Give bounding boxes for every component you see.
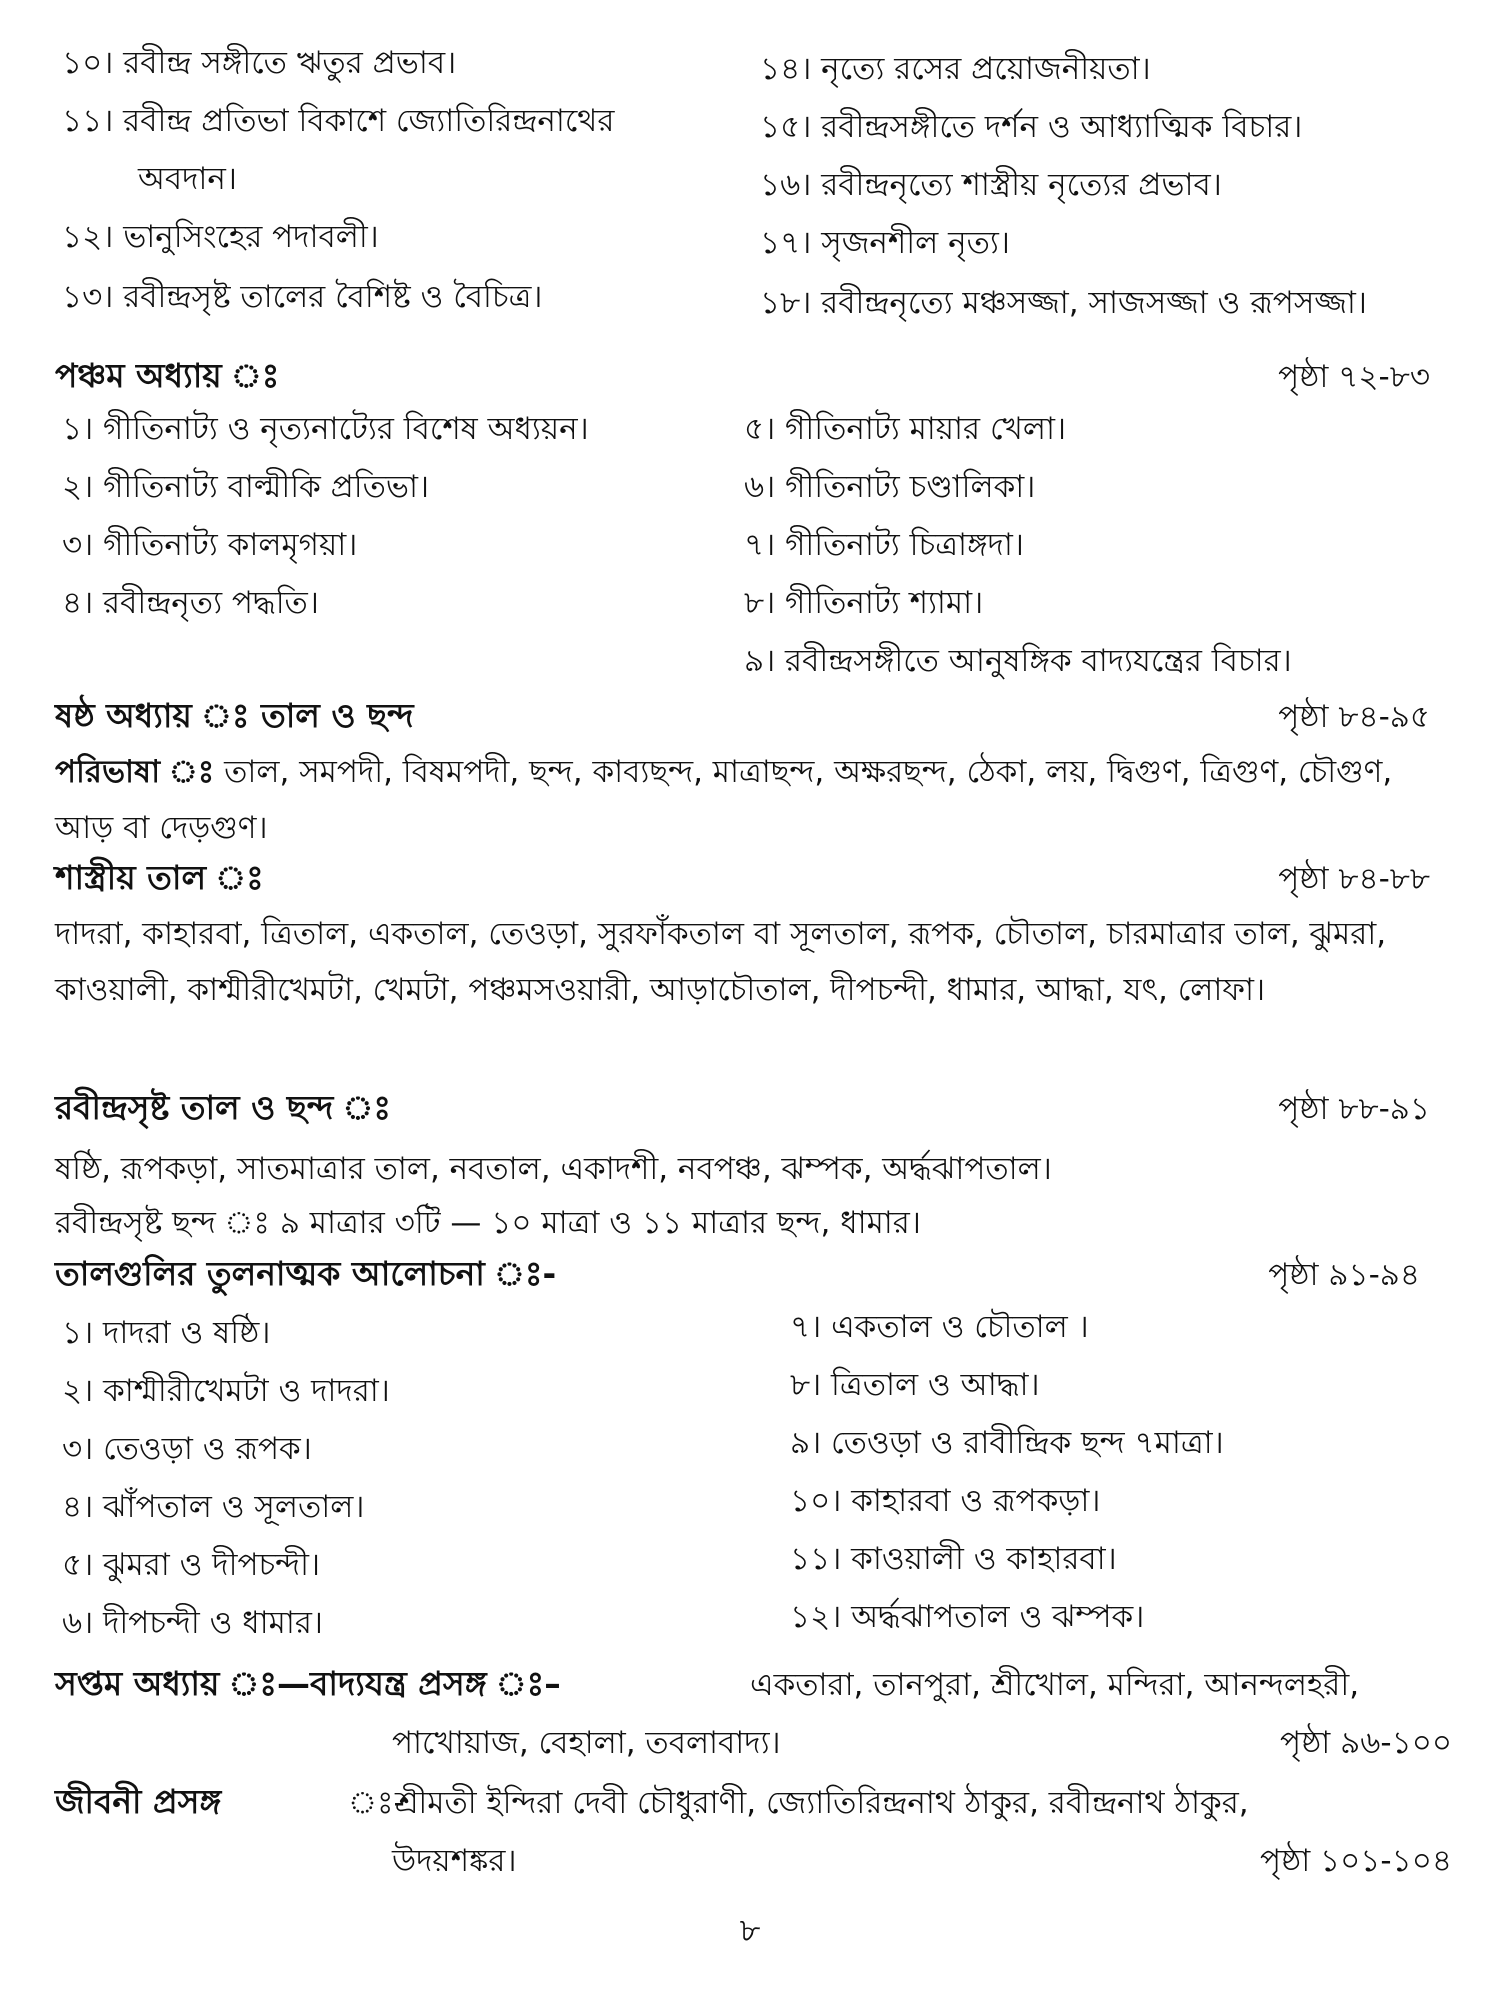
list-item: ৯। রবীন্দ্রসঙ্গীতে আনুষঙ্গিক বাদ্যযন্ত্রের বিচার। [744,643,1292,679]
chapter-7-heading: সপ্তম অধ্যায় ঃ—বাদ্যযন্ত্র প্রসঙ্গ ঃ– [55,1664,561,1703]
list-item: ৭। গীতিনাট্য চিত্রাঙ্গদা। [744,527,1024,563]
chapter-7-pages: পৃষ্ঠা ৯৬-১০০ [1280,1725,1452,1761]
classical-tala-pages: পৃষ্ঠা ৮৪-৮৮ [1278,861,1430,897]
biography-separator: ঃ- [348,1785,405,1821]
terminology-paragraph [55,744,1455,856]
list-item: ১২। অর্দ্ধঝাপতাল ও ঝম্পক। [790,1599,1145,1635]
instruments-line-1: একতারা, তানপুরা, শ্রীখোল, মন্দিরা, আনন্দলহরী, [750,1667,1360,1703]
classical-tala-heading: শাস্ত্রীয় তাল ঃ [55,858,264,897]
list-item: ১৫। রবীন্দ্রসঙ্গীতে দর্শন ও আধ্যাত্মিক বিচার। [760,109,1303,145]
chapter-6-heading: ষষ্ঠ অধ্যায় ঃ তাল ও ছন্দ [55,696,414,735]
chapter-6-pages: পৃষ্ঠা ৮৪-৯৫ [1278,699,1430,735]
instruments-line-2: পাখোয়াজ, বেহালা, তবলাবাদ্য। [392,1725,781,1761]
list-item: ৬। গীতিনাট্য চণ্ডালিকা। [744,469,1036,505]
list-item: ১২। ভানুসিংহের পদাবলী। [62,219,379,255]
terminology-text: তাল, সমপদী, বিষমপদী, ছন্দ, কাব্যছন্দ, মাত্রাছন্দ, অক্ষরছন্দ, ঠেকা, লয়, দ্বিগুণ, ত্রিগুণ, চৌগুণ, আড় বা দেড়গুণ। [55,754,1393,846]
list-item: ৪। ঝাঁপতাল ও সূলতাল। [62,1489,365,1525]
biography-line-1: শ্রীমতী ইন্দিরা দেবী চৌধুরাণী, জ্যোতিরিন্দ্রনাথ ঠাকুর, রবীন্দ্রনাথ ঠাকুর, [395,1785,1249,1821]
list-item: ৭। একতাল ও চৌতাল । [790,1309,1089,1345]
chapter-5-heading: পঞ্চম অধ্যায় ঃ [55,356,280,395]
comparison-heading: তালগুলির তুলনাত্মক আলোচনা ঃ- [55,1254,557,1293]
list-item: ২। গীতিনাট্য বাল্মীকি প্রতিভা। [62,469,430,505]
rabindra-tala-text: ষষ্ঠি, রূপকড়া, সাতমাত্রার তাল, নবতাল, একাদশী, নবপঞ্চ, ঝম্পক, অর্দ্ধঝাপতাল। [55,1151,1052,1187]
list-item: ২। কাশ্মীরীখেমটা ও দাদরা। [62,1373,390,1409]
biography-heading: জীবনী প্রসঙ্গ [55,1782,222,1821]
terminology-label: পরিভাষা ঃ [55,754,215,790]
list-item: ১৬। রবীন্দ্রনৃত্যে শাস্ত্রীয় নৃত্যের প্রভাব। [760,167,1222,203]
rabindra-chhanda-line: রবীন্দ্রসৃষ্ট ছন্দ ঃ ৯ মাত্রার ৩টি — ১০ মাত্রা ও ১১ মাত্রার ছন্দ, ধামার। [55,1205,921,1241]
list-item: ৯। তেওড়া ও রাবীন্দ্রিক ছন্দ ৭মাত্রা। [790,1425,1224,1461]
comparison-pages: পৃষ্ঠা ৯১-৯৪ [1268,1257,1420,1293]
list-item: ১০। রবীন্দ্র সঙ্গীতে ঋতুর প্রভাব। [62,45,457,81]
classical-tala-text: দাদরা, কাহারবা, ত্রিতাল, একতাল, তেওড়া, সুরফাঁকতাল বা সূলতাল, রূপক, চৌতাল, চারমাত্রার তাল, ঝুমরা, কাওয়ালী, কাশ্মীরীখেমটা, খেমটা, পঞ্চমসওয়ারী, আড়াচৌতাল, দীপচন্দী, ধামার, আদ্ধা, যৎ, লোফা। [55,916,1387,1008]
list-item: ৪। রবীন্দ্রনৃত্য পদ্ধতি। [62,585,319,621]
list-item: ৮। গীতিনাট্য শ্যামা। [744,585,984,621]
list-item: ১৭। সৃজনশীল নৃত্য। [760,225,1010,261]
rabindra-tala-heading: রবীন্দ্রসৃষ্ট তাল ও ছন্দ ঃ [55,1088,392,1127]
list-item: ১১। রবীন্দ্র প্রতিভা বিকাশে জ্যোতিরিন্দ্রনাথের [62,103,615,139]
list-item: ৫। গীতিনাট্য মায়ার খেলা। [744,411,1067,447]
biography-pages: পৃষ্ঠা ১০১-১০৪ [1259,1843,1452,1879]
list-item: ১০। কাহারবা ও রূপকড়া। [790,1483,1101,1519]
rabindra-tala-pages: পৃষ্ঠা ৮৮-৯১ [1278,1091,1430,1127]
list-item: ৬। দীপচন্দী ও ধামার। [62,1605,323,1641]
list-item: ৮। ত্রিতাল ও আদ্ধা। [790,1367,1040,1403]
biography-line-2: উদয়শঙ্কর। [392,1843,517,1879]
page-number: ৮ [739,1911,761,1949]
list-item: ১৮। রবীন্দ্রনৃত্যে মঞ্চসজ্জা, সাজসজ্জা ও রূপসজ্জা। [760,285,1367,321]
list-item: ১। গীতিনাট্য ও নৃত্যনাট্যের বিশেষ অধ্যয়ন। [62,411,589,447]
list-item: ৩। তেওড়া ও রূপক। [62,1431,312,1467]
list-item: ১৪। নৃত্যে রসের প্রয়োজনীয়তা। [760,51,1151,87]
list-item: ১৩। রবীন্দ্রসৃষ্ট তালের বৈশিষ্ট ও বৈচিত্র। [62,279,543,315]
list-item: ৫। ঝুমরা ও দীপচন্দী। [62,1547,321,1583]
chapter-5-pages: পৃষ্ঠা ৭২-৮৩ [1278,359,1430,395]
list-item: ১১। কাওয়ালী ও কাহারবা। [790,1541,1117,1577]
list-item-continuation: অবদান। [138,161,237,197]
list-item: ৩। গীতিনাট্য কালমৃগয়া। [62,527,358,563]
list-item: ১। দাদরা ও ষষ্ঠি। [62,1315,271,1351]
